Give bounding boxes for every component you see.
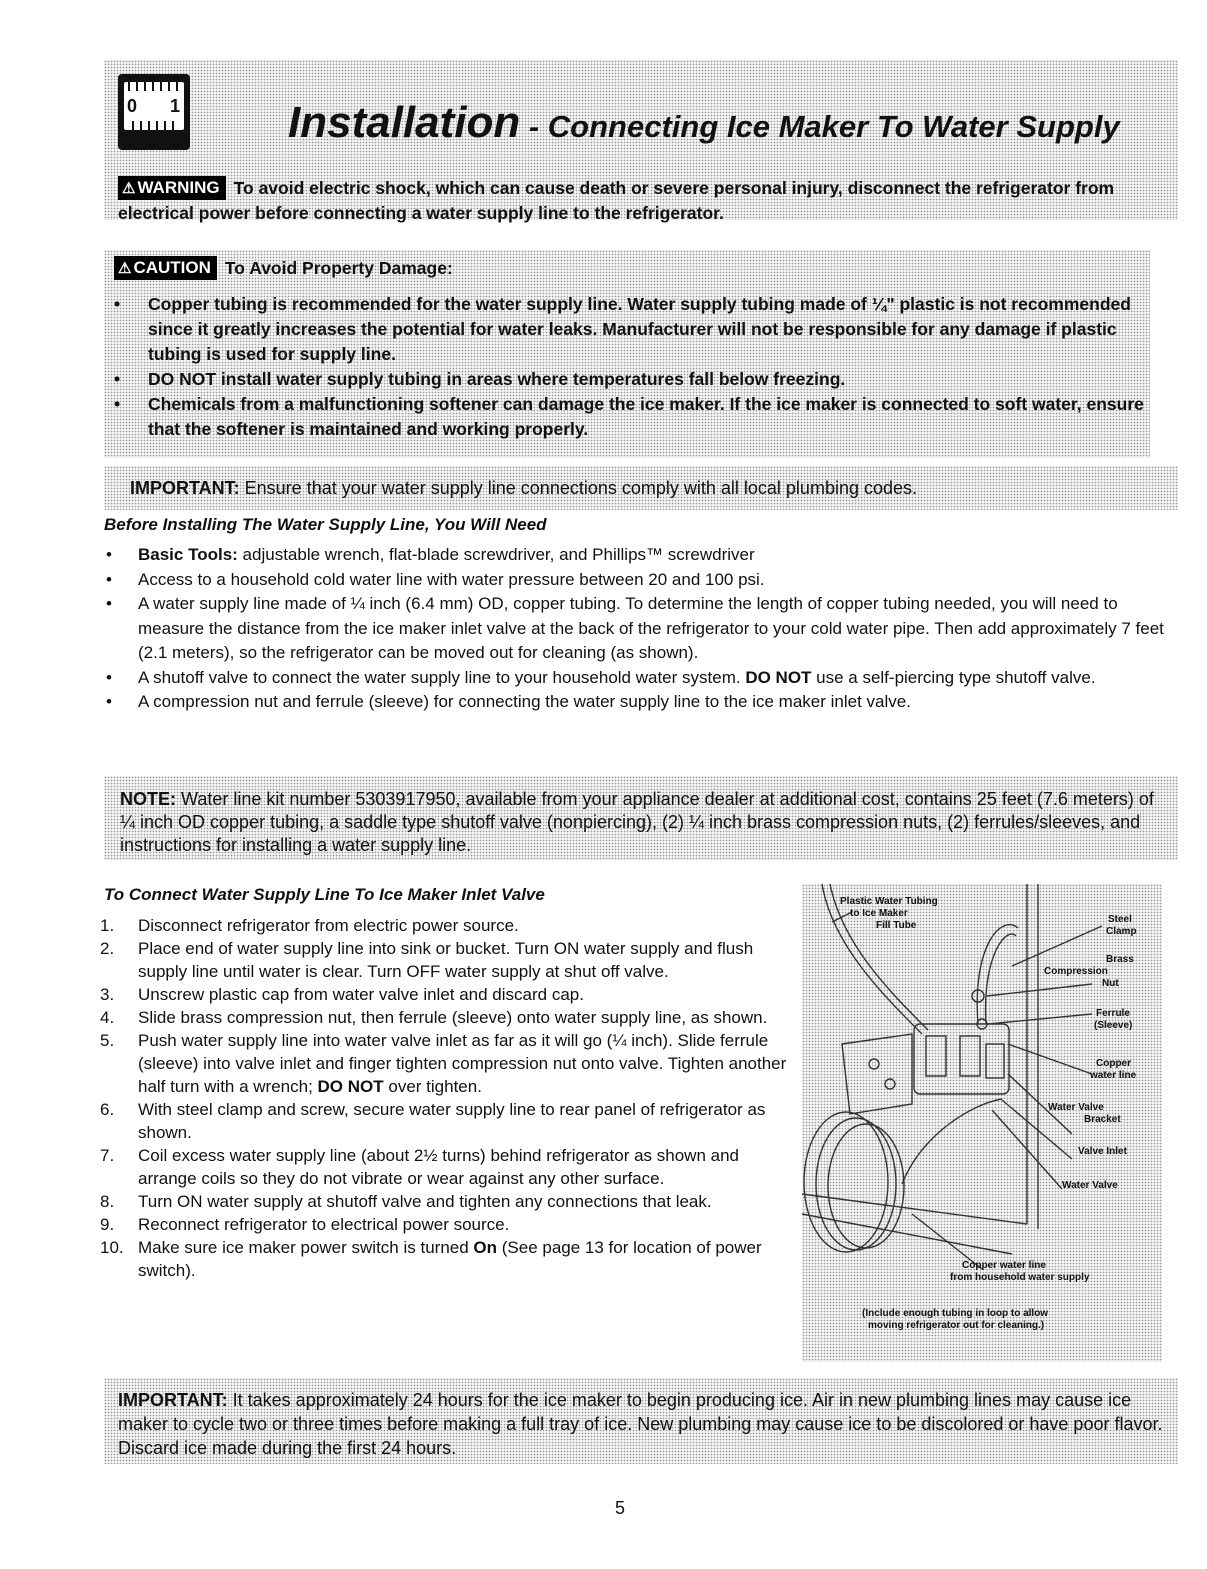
label-steel: Steel [1108,914,1132,925]
requirements-list [104,543,1164,715]
step-item: 9. Reconnect refrigerator to electrical power source. [100,1215,510,1234]
label-bracket: Bracket [1084,1114,1121,1125]
warning-triangle-icon: ⚠ [122,180,136,197]
before-installing-heading: Before Installing The Water Supply Line, You Will Need [104,515,547,534]
step-item: 4. Slide brass compression nut, then ferrule (sleeve) onto water supply line, as shown. [100,1008,768,1027]
label-sleeve: (Sleeve) [1094,1020,1133,1031]
caution-item: • DO NOT install water supply tubing in areas where temperatures fall below freezing. [104,367,1150,392]
gauge-one: 1 [170,96,181,116]
requirement-item: • Access to a household cold water line with water pressure between 20 and 100 psi. [104,568,1164,593]
title-sub: - Connecting Ice Maker To Water Supply [520,109,1120,144]
important-plumbing-codes: IMPORTANT: Ensure that your water supply line connections comply with all local plumbing codes. [104,466,1178,510]
label-plastic-tubing: Plastic Water Tubing [840,896,938,907]
bullet-icon: • [106,545,112,564]
label-compression: Compression [1044,966,1108,977]
requirement-item: • A compression nut and ferrule (sleeve) for connecting the water supply line to the ice maker inlet valve. [104,690,1164,715]
step-item: 1. Disconnect refrigerator from electric power source. [100,916,519,935]
step-item: 8. Turn ON water supply at shutoff valve and tighten any connections that leak. [100,1192,712,1211]
caution-item: • Copper tubing is recommended for the water supply line. Water supply tubing made of ¼" plastic is not recommended since it greatly increases the potential for water leaks. Manufacturer will not be responsible for any damage if plastic tubing is used for supply line. [114,294,1131,364]
bullet-icon: • [106,569,112,589]
page-number: 5 [614,1498,625,1518]
requirement-item: • A shutoff valve to connect the water supply line to your household water system. DO NOT use a self-piercing type shutoff valve. [104,666,1164,691]
page-title [288,98,1120,148]
bullet-icon: • [106,667,112,687]
label-include-note-2: moving refrigerator out for cleaning.) [868,1320,1045,1331]
caution-box [104,250,1150,458]
label-ferrule: Ferrule [1096,1008,1130,1019]
note-label: NOTE: [120,789,176,809]
label-clamp: Clamp [1106,926,1137,937]
bullet-icon: • [106,594,112,613]
label-to-ice-maker: to Ice Maker [850,908,908,919]
caution-triangle-icon: ⚠ [118,260,132,277]
step-item: 7. Coil excess water supply line (about 2½ turns) behind refrigerator as shown and arrange coils so they do not vibrate or wear against any other surface. [100,1146,739,1188]
step-item: 10. Make sure ice maker power switch is turned On (See page 13 for location of power switch). [100,1238,762,1280]
warning-text: To avoid electric shock, which can cause death or severe personal injury, disconnect the refrigerator from electrical power before connecting a water supply line to the refrigerator. [118,178,1115,223]
label-fill-tube: Fill Tube [876,920,917,931]
installation-diagram [802,884,1162,1362]
bullet-icon: • [106,692,112,711]
requirement-item: • A water supply line made of ¼ inch (6.4 mm) OD, copper tubing. To determine the length of copper tubing needed, you will need to measure the distance from the ice maker inlet valve at the back of the refrigerator to your cold water pipe. Then add approximately 7 feet (2.1 meters), so the refrigerator can be moved out for cleaning (as shown). [106,594,1164,662]
caution-heading [114,256,453,280]
important-label: IMPORTANT: [130,478,240,498]
label-copper-water-line: Copper water line [962,1260,1046,1271]
label-from-household: from household water supply [950,1272,1090,1283]
label-water-line: water line [1090,1070,1137,1081]
step-item: 2. Place end of water supply line into sink or bucket. Turn ON water supply and flush supply line until water is clear. Turn OFF water supply at shut off valve. [100,939,754,981]
label-valve-inlet: Valve Inlet [1078,1146,1127,1157]
caution-list [104,292,1150,442]
water-line-kit-note: NOTE: Water line kit number 5303917950, available from your appliance dealer at additional cost, contains 25 feet (7.6 meters) of ¼ inch OD copper tubing, a saddle type shutoff valve (nonpiercing), (2) ¼ inch brass compression nuts, (2) ferrules/sleeves, and instructions for installing a water supply line. [104,776,1178,860]
step-item: 5. Push water supply line into water valve inlet as far as it will go (¼ inch). Slide ferrule (sleeve) into valve inlet and finger tighten compression nut onto valve. Tighten another half turn with a wrench; DO NOT over tighten. [100,1031,787,1096]
step-item: 3. Unscrew plastic cap from water valve inlet and discard cap. [100,985,584,1004]
label-water-valve: Water Valve [1048,1102,1104,1113]
title-main: Installation [288,98,521,147]
warning-badge: ⚠ WARNING [118,176,226,200]
important-ice-production: IMPORTANT: It takes approximately 24 hours for the ice maker to begin producing ice. Air in new plumbing lines may cause ice maker to cycle two or three times before making a full tray of ice. New plumbing may cause ice to be discolored or have poor flavor. Discard ice made during the first 24 hours. [104,1378,1178,1464]
bullet-icon: • [114,369,121,389]
warning-notice [118,176,1178,226]
bullet-icon: • [114,294,121,314]
requirement-item: • Basic Tools: adjustable wrench, flat-blade screwdriver, and Phillips™ screwdriver [104,543,1164,568]
connect-heading: To Connect Water Supply Line To Ice Maker Inlet Valve [104,885,545,904]
caution-badge: ⚠ CAUTION [114,256,217,280]
header-banner [104,60,1178,223]
label-brass: Brass [1106,954,1134,965]
caution-item: • Chemicals from a malfunctioning softener can damage the ice maker. If the ice maker is connected to soft water, ensure that the softener is maintained and working properly. [114,394,1144,439]
connect-steps [100,914,790,1282]
important-label: IMPORTANT: [118,1390,228,1410]
ruler-gauge-icon [118,74,190,150]
label-include-note-1: (Include enough tubing in loop to allow [862,1308,1049,1319]
caution-title: To Avoid Property Damage: [224,258,453,278]
label-water-valve-2: Water Valve [1062,1180,1118,1191]
step-item: 6. With steel clamp and screw, secure water supply line to rear panel of refrigerator as shown. [100,1100,766,1142]
bullet-icon: • [114,394,121,414]
label-copper: Copper [1096,1058,1131,1069]
gauge-zero: 0 [127,96,138,116]
label-nut: Nut [1102,978,1119,989]
